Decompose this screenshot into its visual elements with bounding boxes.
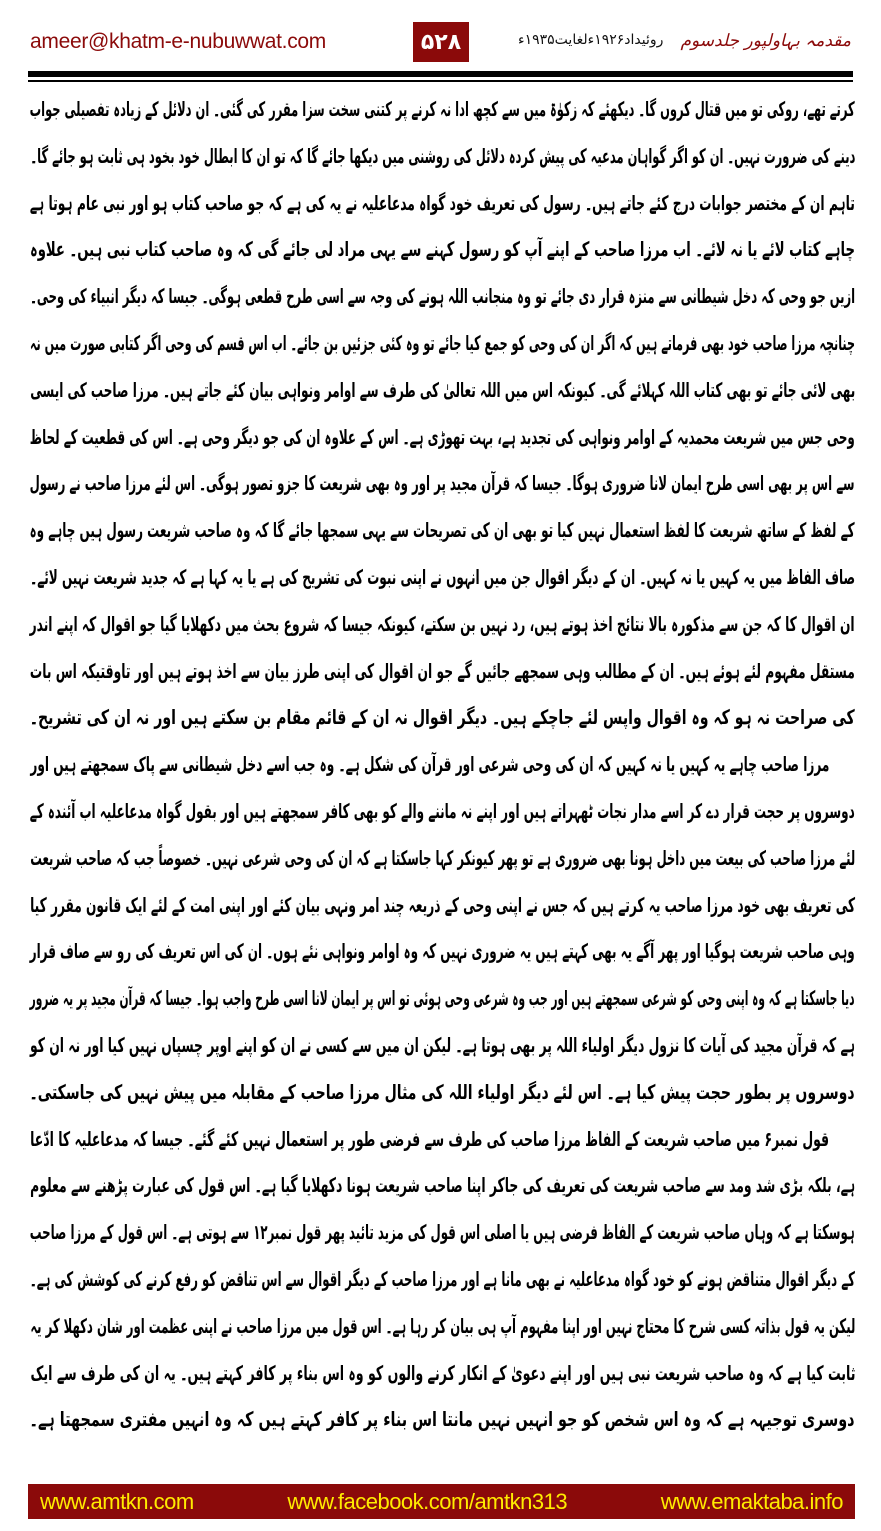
text-line-content: صاف الفاظ میں یہ کہیں یا نہ کہیں۔ ان کے دیگر اقوال جن میں انہوں نے اپنی نبوت کی تشریح کی ہے یا یہ کہا ہے کہ جدید شریعت نہیں لائے۔ bbox=[30, 564, 855, 589]
text-line bbox=[30, 507, 855, 554]
text-line bbox=[30, 460, 855, 507]
text-line-content: کے دیگر اقوال متناقض ہونے کو خود گواہ مدعاعلیہ نے بھی مانا ہے اور مرزا صاحب کے دیگر اقوال سے اس تناقض کو رفع کرنے کی کوشش کی ہے۔ bbox=[30, 1266, 855, 1291]
text-line-content: ہے کہ قرآن مجید کی آیات کا نزول دیگر اولیاء اللہ پر بھی ہوتا ہے۔ لیکن ان میں سے کسی نے ان کو اپنے اوپر چسپاں نہیں کیا اور نہ ان کو bbox=[30, 1032, 855, 1057]
text-line-content: وہی صاحب شریعت ہوگیا اور پھر آگے یہ بھی کہتے ہیں یہ ضروری نہیں کہ وہ اوامر ونواہی نئے ہوں۔ ان کی اس تعریف کی رو سے صاف قرار bbox=[30, 939, 855, 964]
text-line-content: چنانچہ مرزا صاحب خود بھی فرماتے ہیں کہ اگر ان کی وحی کو جمع کیا جائے تو وہ کئی جزئیں بن جائے۔ اب اس قسم کی وحی اگر کتابی صورت میں نہ bbox=[30, 330, 855, 355]
text-line-content: لیکن یہ قول بذاتہ کسی شرح کا محتاج نہیں اور اپنا مفہوم آپ ہی بیان کر رہا ہے۔ اس قول میں مرزا صاحب نے اپنی عظمت اور شان دکھلا کر یہ bbox=[30, 1313, 855, 1338]
text-line bbox=[30, 928, 855, 975]
footer-link-amtkn[interactable]: www.amtkn.com bbox=[40, 1488, 194, 1514]
text-line-content: دینے کی ضرورت نہیں۔ ان کو اگر گواہان مدعیہ کی پیش کردہ دلائل کی روشنی میں دیکھا جائے گا کہ تو ان کا ابطال خود بخود ہی ثابت ہو جائے گا۔ bbox=[30, 143, 855, 168]
text-line bbox=[30, 741, 855, 788]
text-line bbox=[30, 835, 855, 882]
footer-links-bar bbox=[28, 1484, 855, 1519]
text-line-content: بھی لائی جائے تو بھی کتاب اللہ کہلائے گی۔ کیونکہ اس میں اللہ تعالیٰ کی طرف سے اوامر ونواہی بیان کئے جاتے ہیں۔ مرزا صاحب کی ایسی bbox=[30, 377, 855, 402]
text-line bbox=[30, 1069, 855, 1116]
text-line-content: کے لفظ کے ساتھ شریعت کا لفظ استعمال نہیں کیا تو بھی ان کی تصریحات سے یہی سمجھا جائے گا کہ وہ صاحب شریعت رسول ہیں چاہے وہ bbox=[29, 518, 855, 543]
footer-link-emaktaba[interactable]: www.emaktaba.info bbox=[660, 1488, 843, 1514]
text-line bbox=[30, 1209, 855, 1256]
text-line bbox=[30, 694, 855, 741]
text-line-content: کی صراحت نہ ہو کہ وہ اقوال واپس لئے جاچکے ہیں۔ دیگر اقوال نہ ان کے قائم مقام بن سکتے ہیں اور نہ ان کی تشریح۔ bbox=[30, 705, 855, 730]
text-line bbox=[30, 788, 855, 835]
text-line bbox=[30, 1116, 855, 1163]
text-line bbox=[30, 1256, 855, 1303]
text-line bbox=[30, 1303, 855, 1350]
text-line bbox=[30, 320, 855, 367]
text-line bbox=[30, 882, 855, 929]
header-subtitle: روئیداد۱۹۲۶ءلغایت۱۹۳۵ء bbox=[518, 32, 664, 48]
text-line-content: دوسروں پر بطور حجت پیش کیا ہے۔ اس لئے دیگر اولیاء اللہ کی مثال مرزا صاحب کے مقابلہ میں پیش نہیں کی جاسکتی۔ bbox=[30, 1079, 855, 1104]
text-line-content: چاہے کتاب لائے یا نہ لائے۔ اب مرزا صاحب کے اپنے آپ کو رسول کہنے سے یہی مراد لی جائے گی کہ وہ صاحب کتاب نبی ہیں۔ علاوہ bbox=[30, 237, 855, 262]
text-line bbox=[30, 601, 855, 648]
text-line bbox=[30, 180, 855, 227]
text-line-content: وحی جس میں شریعت محمدیہ کے اوامر ونواہی کی تجدید ہے، بہت تھوڑی ہے۔ اس کے علاوہ ان کی جو دیگر وحی ہے۔ اس کی قطعیت کے لحاظ bbox=[30, 424, 855, 449]
text-line bbox=[30, 367, 855, 414]
text-line bbox=[30, 975, 855, 1022]
text-line-content: ہے، بلکہ بڑی شد ومد سے صاحب شریعت کی تعریف کی جاکر اپنا صاحب شریعت ہونا دکھلایا گیا ہے۔ اس قول کی عبارت پڑھنے سے معلوم bbox=[30, 1173, 855, 1198]
text-line-content: لئے مرزا صاحب کی بیعت میں داخل ہونا بھی ضروری ہے تو پھر کیونکر کہا جاسکتا ہے کہ ان کی وحی شرعی نہیں۔ خصوصاً جب کہ صاحب شریعت bbox=[30, 845, 855, 870]
page-body-text bbox=[30, 86, 855, 1443]
text-line-content: تاہم ان کے مختصر جوابات درج کئے جاتے ہیں۔ رسول کی تعریف خود گواہ مدعاعلیہ نے یہ کی ہے کہ جو صاحب کتاب ہو اور نبی عام ہوتا ہے bbox=[30, 190, 855, 215]
text-line bbox=[30, 554, 855, 601]
text-line bbox=[30, 273, 855, 320]
text-line-content: کی تعریف بھی خود مرزا صاحب یہ کرتے ہیں کہ جس نے اپنی وحی کے ذریعہ چند امر ونہی بیان کئے اور اپنی امت کے لئے ایک قانون مقرر کیا bbox=[30, 892, 855, 917]
text-line-content: قول نمبر۶ میں صاحب شریعت کے الفاظ مرزا صاحب کی طرف سے فرضی طور پر استعمال نہیں کئے گئے۔ جیسا کہ مدعاعلیہ کا ادّعا bbox=[29, 1126, 829, 1151]
page-number-badge: ۵۲۸ bbox=[413, 22, 469, 62]
text-line bbox=[30, 1396, 855, 1443]
text-line bbox=[30, 133, 855, 180]
text-line-content: مرزا صاحب چاہے یہ کہیں یا نہ کہیں کہ ان کی وحی شرعی اور قرآن کی شکل ہے۔ وہ جب اسے دخل شیطانی سے پاک سمجھتے ہیں اور bbox=[30, 752, 829, 777]
text-line-content: ثابت کیا ہے کہ وہ صاحب شریعت نبی ہیں اور اپنے دعویٰ کے انکار کرنے والوں کو وہ اس بناء پر کافر کہتے ہیں۔ یہ ان کی طرف سے ایک bbox=[30, 1360, 855, 1385]
text-line-content: ان اقوال کا کہ جن سے مذکورہ بالا نتائج اخذ ہوتے ہیں، رد نہیں بن سکتے، کیونکہ جیسا کہ شروع بحث میں دکھلایا گیا جو اقوال کہ اپنے اندر bbox=[30, 611, 855, 636]
text-line-content: دوسروں پر حجت قرار دے کر اسے مدار نجات ٹھہراتے ہیں اور اپنے نہ ماننے والے کو بھی کافر سمجھتے ہیں اور بقول گواہ مدعاعلیہ اب آئندہ کے bbox=[30, 798, 855, 823]
text-line bbox=[30, 86, 855, 133]
text-line bbox=[30, 1162, 855, 1209]
header-divider-thin bbox=[28, 80, 853, 82]
header-divider-thick bbox=[28, 71, 853, 77]
text-line bbox=[30, 648, 855, 695]
text-line bbox=[30, 414, 855, 461]
text-line-content: مستقل مفہوم لئے ہوئے ہیں۔ ان کے مطالب وہی سمجھے جائیں گے جو ان اقوال کی اپنی طرز بیان سے اخذ ہوتے ہیں اور تاوقتیکہ اس بات bbox=[30, 658, 855, 683]
text-line bbox=[30, 226, 855, 273]
footer-link-facebook[interactable]: www.facebook.com/amtkn313 bbox=[287, 1488, 568, 1514]
text-line-content: ازیں جو وحی کہ دخل شیطانی سے منزہ قرار دی جائے تو وہ منجانب اللہ ہونے کی وجہ سے اسی طرح قطعی ہوگی۔ جیسا کہ دیگر انبیاء کی وحی۔ bbox=[30, 284, 855, 309]
header-email-link[interactable]: ameer@khatm-e-nubuwwat.com bbox=[30, 30, 326, 53]
text-line-content: سے اس پر بھی اسی طرح ایمان لانا ضروری ہوگا۔ جیسا کہ قرآن مجید پر اور وہ بھی شریعت کا جزو تصور ہوگی۔ اس لئے مرزا صاحب نے رسول bbox=[30, 471, 855, 496]
text-line bbox=[30, 1350, 855, 1397]
text-line-content: دیا جاسکتا ہے کہ وہ اپنی وحی کو شرعی سمجھتے ہیں اور جب وہ شرعی وحی ہوئی تو اس پر ایمان لانا اسی طرح واجب ہوا۔ جیسا کہ قرآن مجید پر یہ ضرور bbox=[30, 986, 855, 1011]
text-line-content: کرتے تھے، روکی تو میں قتال کروں گا۔ دیکھئے کہ زکوٰۃ میں سے کچھ ادا نہ کرنے پر کتنی سخت سزا مقرر کی گئی۔ ان دلائل کے زیادہ تفصیلی جواب bbox=[30, 97, 855, 121]
header-book-title: مقدمہ بہاولپور جلدسوم bbox=[680, 31, 851, 51]
text-line bbox=[30, 1022, 855, 1069]
text-line-content: ہوسکتا ہے کہ وہاں صاحب شریعت کے الفاظ فرضی ہیں یا اصلی اس قول کی مزید تائید پھر قول نمبر۱۲ سے ہوتی ہے۔ اس قول کے مرزا صاحب bbox=[30, 1220, 855, 1245]
text-line-content: دوسری توجیہہ ہے کہ وہ اس شخص کو جو انہیں نہیں مانتا اس بناء پر کافر کہتے ہیں کہ وہ انہیں مفتری سمجھتا ہے۔ bbox=[30, 1407, 855, 1432]
